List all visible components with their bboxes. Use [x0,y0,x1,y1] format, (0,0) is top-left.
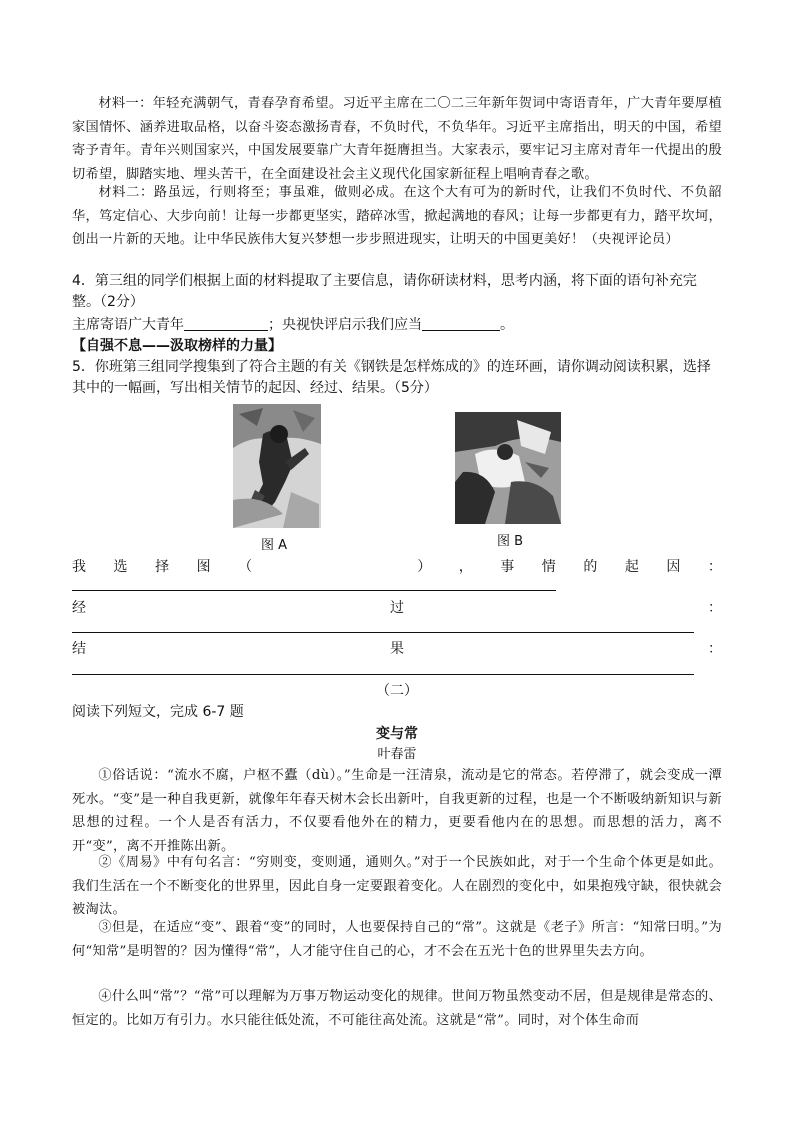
row1-char: 起 [624,559,639,575]
comic-picture-a [233,404,321,528]
row2-char: ： [708,600,722,616]
section-heading: 【自强不息——汲取榜样的力量】 [72,338,282,354]
row2-char: 经 [72,600,86,616]
row1-char: 因 [666,559,681,575]
comic-b-illustration [455,412,561,524]
row1-char: 的 [583,559,598,575]
caption-a: 图 A [261,538,288,553]
article-author: 叶春雷 [377,747,417,762]
row3-char: 果 [390,641,404,657]
row3-char: 结 [72,641,86,657]
question-4-answer-line [72,315,722,336]
caption-b: 图 B [497,534,524,549]
process-answer-line[interactable] [72,632,694,633]
cause-answer-line[interactable] [72,590,556,591]
comic-a-illustration [233,404,321,528]
row1-char: （ [238,559,253,575]
row1-char: 选 [113,559,128,575]
article-title: 变与常 [376,726,418,742]
answer-row-process [72,597,722,617]
row3-char: ： [708,641,722,657]
row2-char: 过 [390,600,404,616]
q4-part2: ；央视快评启示我们应当 [268,317,422,333]
answer-row-result [72,638,722,658]
article-paragraph-3: ③但是，在适应“变”、跟着“变”的同时，人也要保持自己的“常”。这就是《老子》所言：“知常曰明。”为何“知常”是明智的？因为懂得“常”，人才能守住自己的心，才不会在五光十色的世界里失去方向。 [72,920,722,959]
answer-row-cause [72,556,722,576]
result-answer-line[interactable] [72,674,694,675]
material-one-paragraph: 材料一：年轻充满朝气，青春孕育希望。习近平主席在二〇二三年新年贺词中寄语青年，广大青年要厚植家国情怀、涵养进取品格，以奋斗姿态激扬青春，不负时代，不负华年。习近平主席指出，明天的中国，希望寄予青年。青年兴则国家兴，中国发展要靠广大青年挺膺担当。大家表示，要牢记习主席对青年一代提出的殷切希望，脚踏实地、埋头苦干，在全面建设社会主义现代化国家新征程上唱响青春之歌。 [72,96,722,182]
material-two-paragraph: 材料二：路虽远，行则将至；事虽难，做则必成。在这个大有可为的新时代，让我们不负时代、不负韶华，笃定信心、大步向前！让每一步都更坚实，踏碎冰雪，掀起满地的春风；让每一步都更有力，踏平坎坷，创出一片新的天地。让中华民族伟大复兴梦想一步步照进现实，让明天的中国更美好！（央视评论员） [72,185,722,247]
question-4-prompt: 4．第三组的同学们根据上面的材料提取了主要信息，请你研读材料，思考内涵，将下面的语句补充完整。（2分） [72,273,697,310]
article-paragraph-4: ④什么叫“常”？“常”可以理解为万事万物运动变化的规律。世间万物虽然变动不居，但是规律是常态的、恒定的。比如万有引力。水只能往低处流，不可能往高处流。这就是“常”。同时，对个体生命而 [72,989,722,1028]
row1-char: 情 [541,559,556,575]
q4-part1: 主席寄语广大青年 [72,317,184,333]
row1-char: 我 [72,559,86,575]
article-paragraph-2: ②《周易》中有句名言：“穷则变，变则通，通则久。”对于一个民族如此，对于一个生命个体更是如此。我们生活在一个不断变化的世界里，因此自身一定要跟着变化。人在剧烈的变化中，如果抱残守缺，很快就会被淘汰。 [72,855,722,917]
row1-char: 图 [196,559,211,575]
row1-char: 择 [155,559,170,575]
row1-char: ： [707,559,722,575]
comic-picture-b [455,412,561,524]
article-paragraph-1: ①俗话说：“流水不腐，户枢不蠹（dù）。”生命是一汪清泉，流动是它的常态。若停滞了，就会变成一潭死水。“变”是一种自我更新，就像年年春天树木会长出新叶，自我更新的过程，也是一个不断吸纳新知识与新思想的过程。一个人是否有活力，不仅要看他外在的精力，更要看他内在的思想。而思想的活力，离不开“变”，离不开推陈出新。 [72,768,722,854]
row1-char: ） [417,559,432,575]
reading-instruction: 阅读下列短文，完成 6-7 题 [72,704,244,720]
row1-char: 事 [500,559,515,575]
q4-blank-2[interactable] [422,316,500,331]
question-5-prompt: 5．你班第三组同学搜集到了符合主题的有关《钢铁是怎样炼成的》的连环画，请你调动阅读积累，选择其中的一幅画，写出相关情节的起因、经过、结果。（5分） [72,359,711,396]
q4-blank-1[interactable] [184,316,268,331]
row1-char: ， [458,559,473,575]
picture-choice-blank[interactable] [280,556,390,576]
part-two-label: （二） [376,683,418,699]
q4-part3: 。 [500,317,514,333]
